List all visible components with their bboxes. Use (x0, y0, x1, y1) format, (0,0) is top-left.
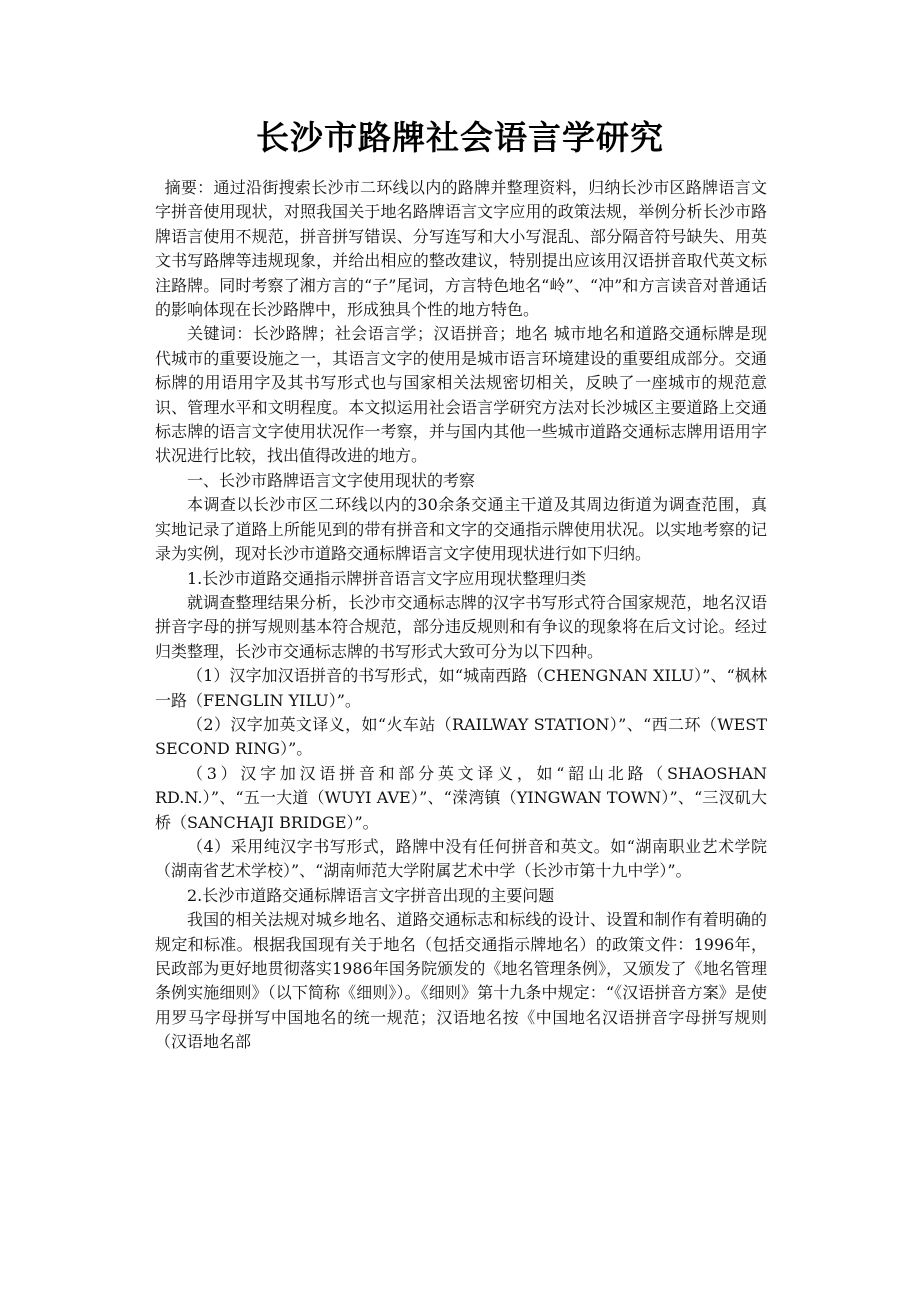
list-item-1: （1）汉字加汉语拼音的书写形式，如“城南西路（CHENGNAN XILU）”、“枫林一路（FENGLIN YILU）”。 (155, 666, 767, 710)
list-item-4: （4）采用纯汉字书写形式，路牌中没有任何拼音和英文。如“湖南职业艺术学院（湖南省艺术学校）”、“湖南师范大学附属艺术中学（长沙市第十九中学）”。 (155, 836, 767, 881)
body-paragraph: 就调查整理结果分析，长沙市交通标志牌的汉字书写形式符合国家规范，地名汉语拼音字母的拼写规则基本符合规范，部分违反规则和有争议的现象将在后文讨论。经过归类整理，长沙市交通标志牌的书写形式大致可分为以下四种。 (155, 592, 767, 661)
document-title: 长沙市路牌社会语言学研究 (256, 118, 664, 157)
subsection-heading-1: 1.长沙市道路交通指示牌拼音语言文字应用现状整理归类 (187, 568, 587, 588)
abstract-paragraph: 摘要：通过沿街搜索长沙市二环线以内的路牌并整理资料，归纳长沙市区路牌语言文字拼音使用现状，对照我国关于地名路牌语言文字应用的政策法规，举例分析长沙市路牌语言使用不规范，拼音拼写错误、分写连写和大小写混乱、部分隔音符号缺失、用英文书写路牌等违规现象，并给出相应的整改建议，特别提出应该用汉语拼音取代英文标注路牌。同时考察了湘方言的“子”尾词，方言特色地名“岭”、“冲”和方言读音对普通话的影响体现在长沙路牌中，形成独具个性的地方特色。 (155, 178, 767, 320)
list-item-2: （2）汉字加英文译义，如“火车站（RAILWAY STATION）”、“西二环（WEST SECOND RING）”。 (155, 714, 767, 759)
section-heading-1: 一、长沙市路牌语言文字使用现状的考察 (187, 470, 476, 490)
body-paragraph: 我国的相关法规对城乡地名、道路交通标志和标线的设计、设置和制作有着明确的规定和标准。根据我国现有关于地名（包括交通指示牌地名）的政策文件：1996年，民政部为更好地贯彻落实1986年国务院颁发的《地名管理条例》，又颁发了《地名管理条例实施细则》（以下简称《细则》）。《细则》第十九条中规定：“《汉语拼音方案》是使用罗马字母拼写中国地名的统一规范；汉语地名按《中国地名汉语拼音字母拼写规则（汉语地名部 (155, 910, 767, 1052)
subsection-heading-2: 2.长沙市道路交通标牌语言文字拼音出现的主要问题 (187, 885, 555, 905)
keywords-introduction-paragraph: 关键词：长沙路牌；社会语言学；汉语拼音；地名 城市地名和道路交通标牌是现代城市的重要设施之一，其语言文字的使用是城市语言环境建设的重要组成部分。交通标牌的用语用字及其书写形式也与国家相关法规密切相关，反映了一座城市的规范意识、管理水平和文明程度。本文拟运用社会语言学研究方法对长沙城区主要道路上交通标志牌的语言文字使用状况作一考察，并与国内其他一些城市道路交通标志牌用语用字状况进行比较，找出值得改进的地方。 (155, 324, 767, 466)
list-item-3: （3）汉字加汉语拼音和部分英文译义，如“韶山北路（SHAOSHAN RD.N.）”、“五一大道（WUYI AVE）”、“溁湾镇（YINGWAN TOWN）”、“三汊矶大桥（SANCHAJI BRIDGE）”。 (155, 763, 767, 832)
body-paragraph: 本调查以长沙市区二环线以内的30余条交通主干道及其周边街道为调查范围，真实地记录了道路上所能见到的带有拼音和文字的交通指示牌使用状况。以实地考察的记录为实例，现对长沙市道路交通标牌语言文字使用现状进行如下归纳。 (155, 495, 767, 564)
document-body (155, 176, 767, 1055)
